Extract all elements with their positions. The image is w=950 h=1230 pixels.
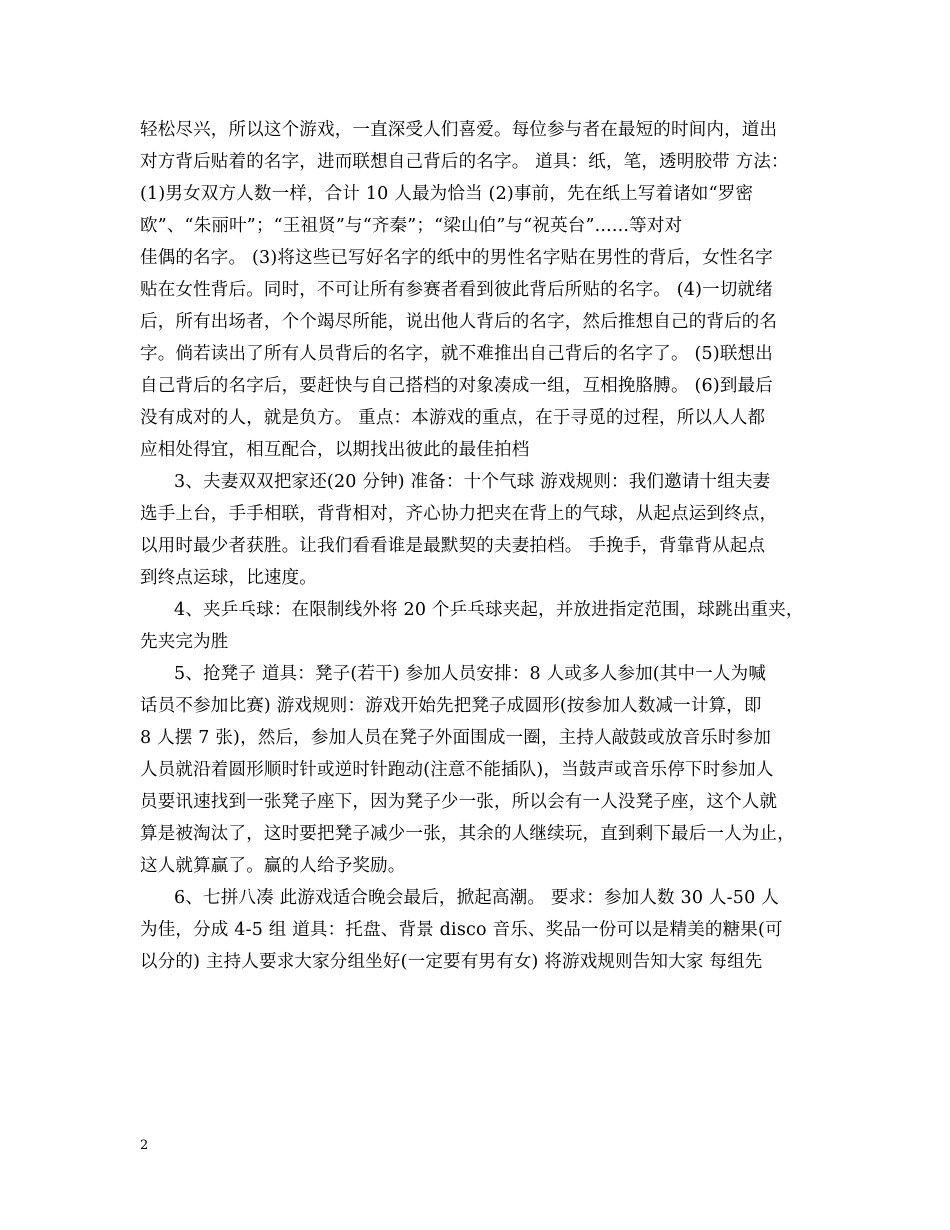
text-line: 4、夹乒乓球：在限制线外将 20 个乒乓球夹起，并放进指定范围，球跳出重夹，	[174, 600, 804, 620]
text-line: 先夹完为胜	[140, 632, 229, 652]
text-line: 算是被淘汰了，这时要把凳子减少一张，其余的人继续玩，直到剩下最后一人为止，	[140, 824, 795, 844]
page-number: 2	[140, 1138, 149, 1153]
text-line: 3、夫妻双双把家还(20 分钟) 准备：十个气球 游戏规则：我们邀请十组夫妻	[174, 472, 771, 492]
text-line: 佳偶的名字。 (3)将这些已写好名字的纸中的男性名字贴在男性的背后，女性名字	[140, 248, 773, 268]
text-line: 为佳，分成 4-5 组 道具：托盘、背景 disco 音乐、奖品一份可以是精美的糖果(可	[140, 920, 783, 940]
text-line: 应相处得宜，相互配合，以期找出彼此的最佳拍档	[140, 440, 530, 460]
text-line: 以分的) 主持人要求大家分组坐好(一定要有男有女) 将游戏规则告知大家 每组先	[140, 952, 763, 972]
text-line: 6、七拼八凑 此游戏适合晚会最后，掀起高潮。 要求：参加人数 30 人-50 人	[174, 888, 779, 908]
text-line: 话员不参加比赛) 游戏规则：游戏开始先把凳子成圆形(按参加人数减一计算，即	[140, 696, 762, 716]
text-line: 人员就沿着圆形顺时针或逆时针跑动(注意不能插队)，当鼓声或音乐停下时参加人	[140, 760, 774, 780]
body-text	[140, 114, 825, 978]
text-line: 字。倘若读出了所有人员背后的名字，就不难推出自己背后的名字了。 (5)联想出	[140, 344, 773, 364]
text-line: 员要讯速找到一张凳子座下，因为凳子少一张，所以会有一人没凳子座，这个人就	[140, 792, 778, 812]
text-line: 这人就算赢了。赢的人给予奖励。	[140, 856, 406, 876]
text-line: 8 人摆 7 张)，然后，参加人员在凳子外面围成一圈，主持人敲鼓或放音乐时参加	[140, 728, 772, 748]
text-line: 轻松尽兴，所以这个游戏，一直深受人们喜爱。每位参与者在最短的时间内，道出	[140, 120, 778, 140]
text-line: 后，所有出场者，个个竭尽所能，说出他人背后的名字，然后推想自己的背后的名	[140, 312, 778, 332]
text-line: 选手上台，手手相联，背背相对，齐心协力把夹在背上的气球，从起点运到终点，	[140, 504, 778, 524]
text-line: 以用时最少者获胜。让我们看看谁是最默契的夫妻拍档。 手挽手，背靠背从起点	[140, 536, 766, 556]
text-line: 欧”、“朱丽叶”；“王祖贤”与“齐秦”；“梁山伯”与“祝英台”......等对对	[140, 216, 683, 236]
text-line: 5、抢凳子 道具：凳子(若干) 参加人员安排：8 人或多人参加(其中一人为喊	[174, 664, 767, 684]
text-line: (1)男女双方人数一样，合计 10 人最为恰当 (2)事前，先在纸上写着诸如“罗密	[140, 184, 754, 204]
text-line: 没有成对的人，就是负方。 重点：本游戏的重点，在于寻觅的过程，所以人人都	[140, 408, 766, 428]
text-line: 到终点运球，比速度。	[140, 568, 317, 588]
text-line: 贴在女性背后。同时，不可让所有参赛者看到彼此背后所贴的名字。 (4)一切就绪	[140, 280, 773, 300]
text-line: 自己背后的名字后，要赶快与自己搭档的对象凑成一组，互相挽胳膊。 (6)到最后	[140, 376, 773, 396]
text-line: 对方背后贴着的名字，进而联想自己背后的名字。 道具：纸，笔，透明胶带 方法：	[140, 152, 789, 172]
